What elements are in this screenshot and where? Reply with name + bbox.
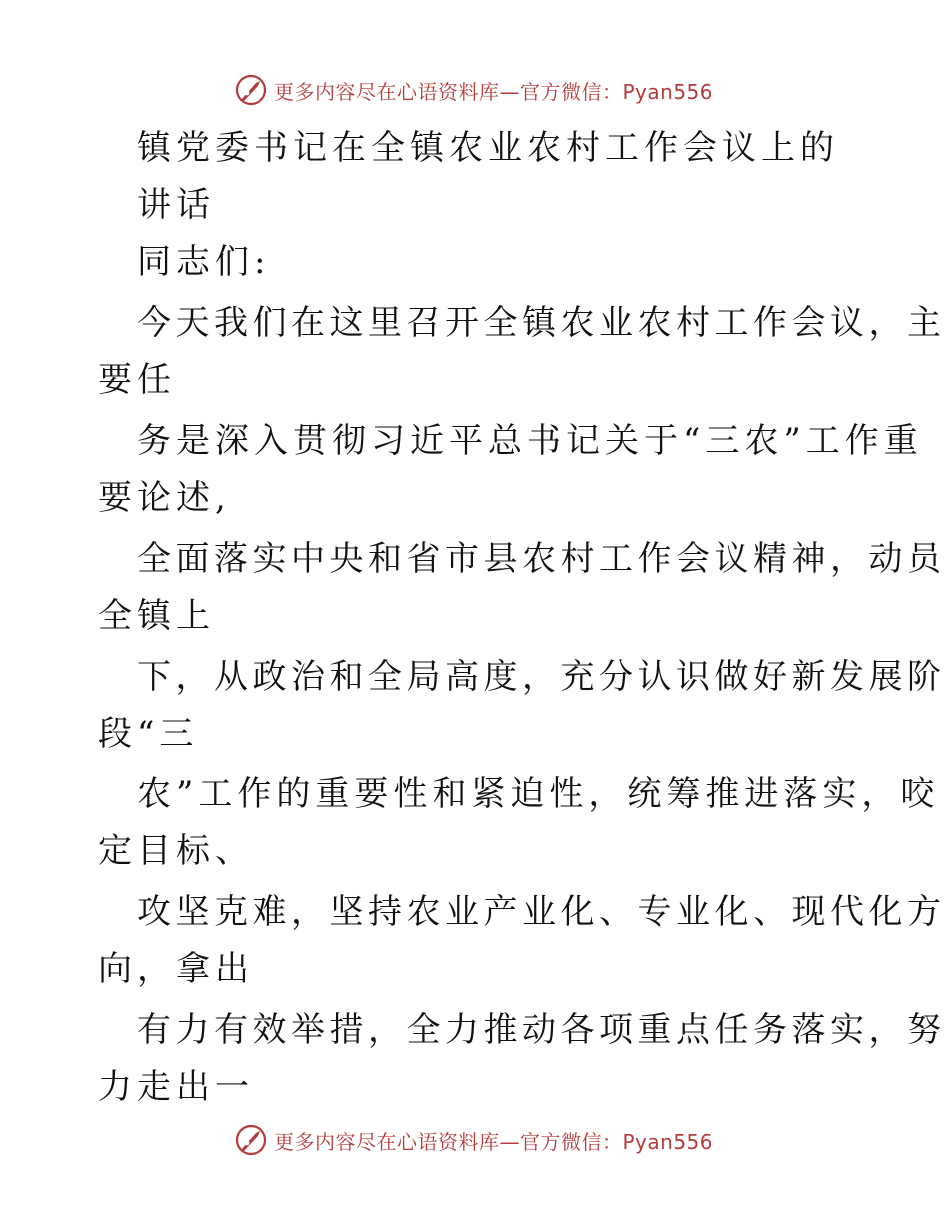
- paragraph-line: 有力有效举措，全力推动各项重点任务落实，努: [137, 1010, 946, 1050]
- quill-logo-icon: [234, 1123, 268, 1157]
- paragraph-line: 要论述,: [98, 478, 231, 518]
- paragraph-line: 攻坚克难，坚持农业产业化、专业化、现代化方: [137, 892, 946, 932]
- paragraph-line: 全镇上: [98, 596, 215, 636]
- document-title-line: 讲话: [137, 185, 215, 225]
- paragraph-line: 下，从政治和全局高度，充分认识做好新发展阶: [137, 657, 946, 697]
- paragraph-line: 务是深入贯彻习近平总书记关于“三农”工作重: [137, 421, 923, 461]
- header-watermark-banner: [234, 72, 713, 108]
- document-title-line: 镇党委书记在全镇农业农村工作会议上的: [137, 128, 839, 168]
- paragraph-line: 全面落实中央和省市县农村工作会议精神，动员: [137, 539, 946, 579]
- paragraph-line: 段“三: [98, 714, 199, 754]
- paragraph-line: 向，拿出: [98, 949, 254, 989]
- watermark-text: 更多内容尽在心语资料库—官方微信：Pyan556: [274, 1129, 714, 1154]
- salutation: 同志们:: [137, 242, 271, 282]
- paragraph-line: 今天我们在这里召开全镇农业农村工作会议，主: [137, 303, 946, 343]
- paragraph-line: 力走出一: [98, 1067, 254, 1107]
- watermark-text: 更多内容尽在心语资料库—官方微信：Pyan556: [274, 79, 714, 104]
- paragraph-line: 要任: [98, 360, 176, 400]
- paragraph-line: 农”工作的重要性和紧迫性，统筹推进落实，咬: [137, 774, 940, 814]
- paragraph-line: 定目标、: [98, 831, 254, 871]
- quill-logo-icon: [234, 73, 268, 107]
- footer-watermark-banner: [234, 1122, 713, 1158]
